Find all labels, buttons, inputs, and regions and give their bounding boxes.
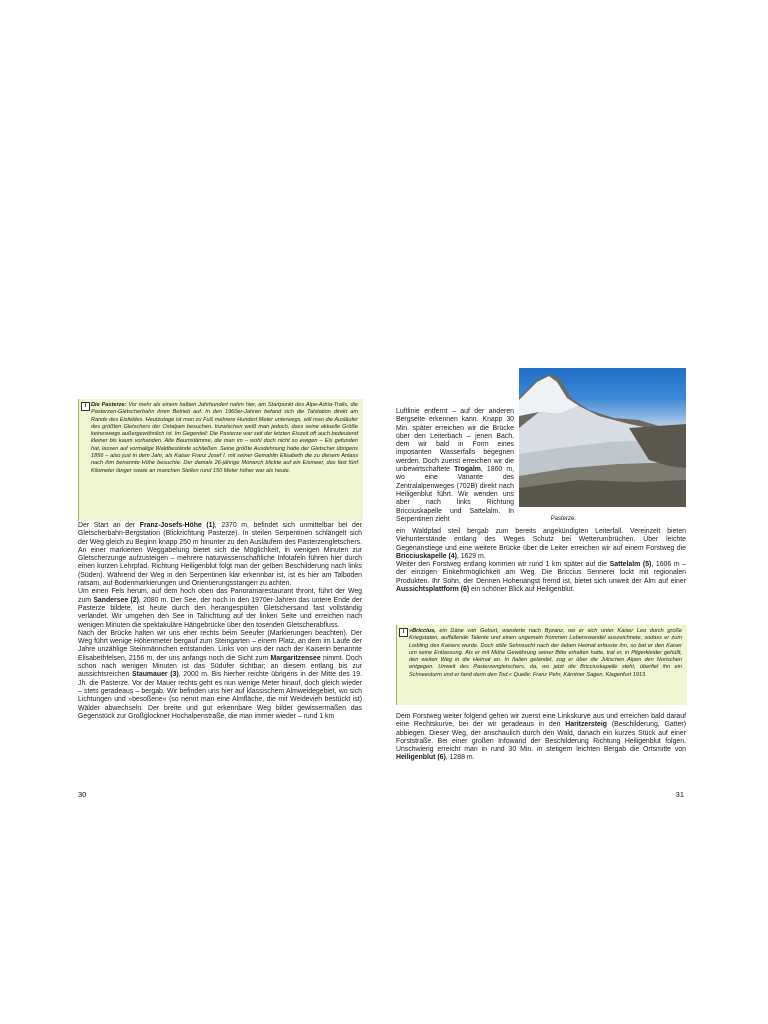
paragraph — [396, 528, 686, 561]
paragraph — [78, 630, 362, 721]
text-run: Nach der Brücke halten wir uns eher rechts beim Seeufer (Markierungen beachten). Der Weg führt wenige Höhenmeter bergauf zum Steingarten – einem Platz, an dem im Laufe der Jahre unzählige Steinmännchen entstanden. Links von uns der nach der Kaiserin benannte Elisabethfelsen, 2156 m, der uns anfangs noch die Sicht zum — [78, 629, 362, 662]
text-run: , 1288 m. — [445, 754, 475, 762]
place-name: Haritzersteig — [565, 721, 608, 729]
text-run: nimmt. Doch schon nach wenigen Minuten ist das Südufer sichtbar; an diesem entlang bis zur aussichtsreichen — [78, 654, 362, 679]
text-run: ein schöner Blick auf Heiligenblut. — [469, 586, 575, 594]
briccius-infobox — [396, 625, 687, 705]
text-run: , 1629 m. — [456, 552, 486, 560]
infobox-text: Vor mehr als einem halben Jahrhundert nahm hier, am Startpunkt des Alpe-Adria-Trails, die Pasterzen-Gletscherbahn ihren Betrieb auf. In den 1960er-Jahren befand sich die Talstation direkt am Rande des Eisfeldes. Heutzutage ist man zu Fuß mehrere Hundert Meter unterwegs, will man die Ausläufer des größten Gletschers der Ostalpen besuchen. Inzwischen weiß man jedoch, dass seine aktuelle Größe keineswegs außergewöhnlich ist. Im Gegenteil: Die Pasterze war seit der letzten Eiszeit oft auch bedeutend kleiner bis kaum vorhanden. Alte Baumstämme, die man im – wohl doch nicht so ewigen – Eis gefunden hat, lassen auf vormalige Waldbestände schließen. Seine größte Ausdehnung hatte der Gletscher übrigens 1856 – also just in dem Jahr, als Kaiser Franz Josef I. mit seiner Gemahlin Elisabeth die zu diesem Anlass nach ihm benannte Höhe besuchte. Der damals 26-jährige Monarch blickte auf ein Eismeer, das fast fünf Kilometer länger sowie an manchen Stellen rund 150 Meter höher war als heute. — [91, 402, 358, 474]
infobox-text: ein Däne von Geburt, wanderte nach Byzanz, wo er sich unter Kaiser Leo durch große Kriegstaten, auffallende Talente und einen ungemein frommen Lebenswandel auszeichnete, sodass er zum Liebling des Kaisers wurde. Doch stille Sehnsucht nach der lieben Heimat erfasste ihn, so bat er den Kaiser um seine Entlassung. Als er mit Mühe Gewährung seiner Bitte erhalten hatte, trat er, in Pilgerkleider gehüllt, den weiten Weg in die Heimat an. In Italien gelandet, zog er über die Julischen Alpen den Norischen entgegen. Unweit des Pasterzengletschers, da, wo jetzt die Bricciuskapelle steht, überfiel ihn ein Schneesturm und er fand darin den Tod.« Quelle: Franz Pehr, Kärntner Sagen, Klagenfurt 1913. — [409, 628, 682, 678]
pasterze-infobox — [78, 399, 363, 521]
paragraph — [78, 522, 362, 588]
info-icon: i — [399, 628, 408, 637]
place-name: Sattelalm (5) — [609, 561, 652, 569]
paragraph — [396, 561, 686, 594]
place-name: Bricciuskapelle (4) — [396, 552, 457, 560]
left-page — [78, 368, 362, 808]
text-run: , 1606 m – der einzigen Einkehrmöglichkeit am Weg. Die Briccius Sennerei lockt mit regionalen Produkten. Ihr Sohn, der Dennen Hohenangst fremd ist, bietet sich unweit der Alm auf einer — [396, 561, 687, 585]
photo-caption: Pasterze. — [550, 516, 576, 522]
pasterze-photo — [519, 368, 686, 507]
infobox-title: Die Pasterze: — [91, 402, 127, 408]
narrow-text-2: , 1860 m, wo eine Variante des Zentralalpenweges (702B) direkt nach Heiligenblut führt. Wir wenden uns aber nach links Richtung Bricciuskapelle und Sattelalm. In Serpentinen zieht — [396, 466, 514, 523]
right-after-text — [396, 713, 686, 763]
place-name: Franz-Josefs-Höhe (1) — [139, 522, 215, 529]
text-run: , 2000 m. Bis hierher reichte übrigens in der Mitte des 19. Jh. die Pasterze. Vor der Mauer rechts geht es nun wenige Meter hinauf, doch gleich wieder – stets geradeaus – bergab. Wir befinden uns hier auf klassischem Almweidegebiet, wo sich Lichtungen und »besoßene« (so nennt man eine Almfläche, die mit Weidevieh bestückt ist) Wälder abwechseln. Der breite und gut erkennbare Weg bildet gewissermaßen das Gegenstück zur Großglockner Hochalpenstraße, die man immer wieder – rund 1 km — [78, 671, 362, 720]
text-run: Um einen Fels herum, auf dem hoch oben das Panoramarestaurant thront, führt der Weg zum — [78, 588, 362, 604]
text-run: Dem Forstweg weiter folgend gehen wir zuerst eine Linkskurve aus und erreichen bald darauf eine Rechtskurve, bei der wir geradeaus in den — [396, 713, 686, 729]
place-name: Sandersee (2) — [93, 596, 139, 604]
text-run: , 2370 m, befindet sich unmittelbar bei der Gletscherbahn-Bergstation (Blickrichtung Pasterze). In steilen Serpentinen schlängelt sich der Weg gleich zu Beginn knapp 250 m hinunter zu den Ausläufern des Pasterzengletschers. An einer markierten Weggabelung bietet sich die Möglichkeit, in wenigen Minuten zur Gletscherzunge aufzusteigen – mehrere naturwissenschaftliche Infotafeln führen hier durch einen kurzen Lehrpfad. Richtung Heiligenblut folgt man der gelben Beschilderung nach links (Süden). Während der Weg in den Serpentinen klar erkennbar ist, ist es hier am Talboden ratsam, auf Bodenmarkierungen und Orientierungsstangen zu achten. — [78, 522, 362, 588]
place-name: Margaritzensee — [270, 654, 321, 662]
paragraph — [396, 713, 686, 763]
paragraph — [78, 588, 362, 629]
info-icon: i — [81, 402, 90, 411]
right-full-text — [396, 528, 686, 594]
page-number-right: 31 — [675, 790, 684, 799]
left-body-text — [78, 522, 362, 721]
book-spread — [78, 368, 686, 808]
infobox-title: »Briccius, — [409, 628, 436, 634]
right-narrow-text — [396, 408, 514, 524]
place-name: Heiligenblut (6) — [396, 754, 446, 762]
narrow-bold: Trogalm — [454, 466, 481, 474]
text-run: (Beschilderung, Gatter) abbiegen. Dieser Weg, der anschaulich durch den Wald, danach ein kurzes Stück auf einer Forststraße. Bei einer großen Infowand der Beschilderung Richtung Heiligenblut folgen. Unschwierig erreicht man in rund 30 Min. in stetigem leichten Bergab die Ortsmitte von — [396, 721, 686, 754]
text-run: Weiter den Forstweg entlang kommen wir rund 1 km später auf die — [396, 561, 610, 569]
place-name: Staumauer (3) — [132, 671, 179, 679]
text-run: Der Start an der — [78, 522, 140, 529]
place-name: Aussichtsplattform (6) — [396, 586, 470, 594]
text-run: , 2080 m. Der See, der noch in den 1970er-Jahren das untere Ende der Pasterze bildete, ist heute durch den herangespülten Gletschersand fast vollständig verlandet. Wir umgehen den See in Talrichtung auf der linken Seite und erreichen nach wenigen Minuten die spektakuläre Hängebrücke über den tosenden Gletscherabfluss. — [78, 596, 362, 629]
narrow-text-1: Luftlinie entfernt – auf der anderen Bergseite erkennen kann. Knapp 30 Min. später erreichen wir die Brücke über den Leiterbach – jenen Bach, dem wir bald in Form eines imposanten Wasserfalls begegnen werden. Doch zuerst erreichen wir die unbewirtschaftete — [396, 408, 514, 474]
right-page — [396, 368, 686, 808]
page-number-left: 30 — [78, 790, 87, 799]
text-run: ein Waldpfad steil bergab zum bereits angekündigten Leiterfall. Vereinzelt bieten Viehunterstände entlang des Weges Schutz bei Wetterumbrüchen. Über leichte Gegenanstiege und eine weitere Brücke über die Leiter erreichen wir auf einem Forstweg die — [396, 528, 686, 552]
